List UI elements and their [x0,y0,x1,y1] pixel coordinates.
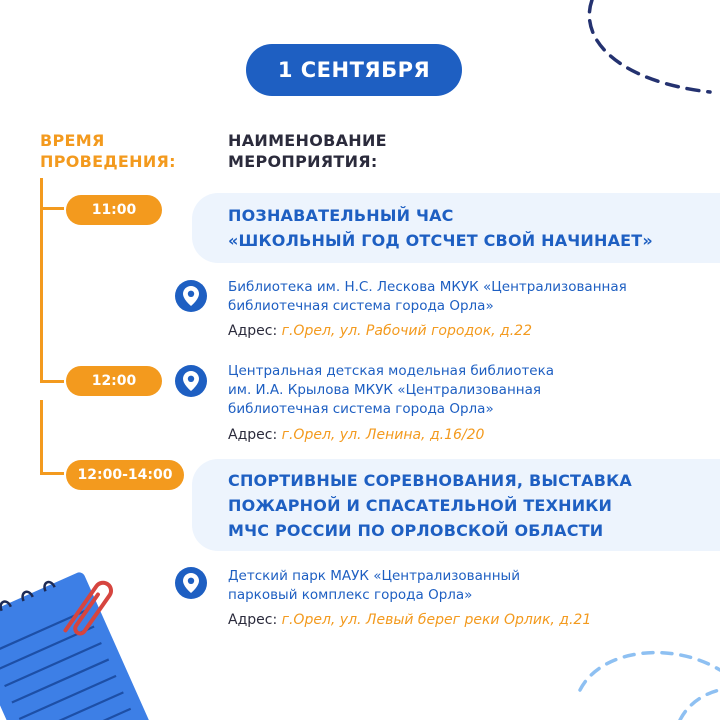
location-pin-icon [175,365,207,397]
venue-line2: парковый комплекс города Орла» [228,587,473,603]
event-title-1 [228,203,653,253]
location-pin-icon [175,280,207,312]
timeline-segment-2 [40,400,43,475]
address-value: г.Орел, ул. Рабочий городок, д.22 [281,323,532,339]
name-header-line2: МЕРОПРИЯТИЯ: [228,152,378,171]
time-header-line1: ВРЕМЯ [40,131,105,150]
time-pill-1200 [66,366,162,396]
date-pill [246,44,462,96]
address-label: Адрес: [228,612,278,628]
timeline-tick-2 [40,380,64,383]
time-label: 12:00 [91,373,137,389]
time-label: 12:00-14:00 [77,467,173,483]
time-pill-1100 [66,195,162,225]
location-pin-icon [175,567,207,599]
address-label: Адрес: [228,323,278,339]
dashed-curve-decoration [560,630,720,720]
address-value: г.Орел, ул. Левый берег реки Орлик, д.21 [281,612,592,628]
timeline-tick-3 [40,472,64,475]
date-label: 1 СЕНТЯБРЯ [277,58,431,82]
address-2 [228,426,484,445]
address-1 [228,322,532,341]
venue-line1: Центральная детская модельная библиотека [228,363,555,379]
event-title-line2: ПОЖАРНОЙ И СПАСАТЕЛЬНОЙ ТЕХНИКИ [228,496,613,515]
event-title-line3: МЧС РОССИИ ПО ОРЛОВСКОЙ ОБЛАСТИ [228,521,604,540]
paperclip-decoration [62,572,116,646]
event-title-line1: ПОЗНАВАТЕЛЬНЫЙ ЧАС [228,206,454,225]
venue-2 [228,362,554,419]
address-3 [228,611,591,630]
event-title-box-2 [192,459,720,551]
time-column-header [40,130,176,172]
venue-line2: библиотечная система города Орла» [228,298,494,314]
name-header-line1: НАИМЕНОВАНИЕ [228,131,387,150]
venue-line2: им. И.А. Крылова МКУК «Централизованная [228,382,541,398]
event-title-2 [228,468,632,543]
name-column-header [228,130,387,172]
timeline-tick-1 [40,207,64,210]
event-title-box-1 [192,193,720,263]
dashed-arc-decoration [560,0,720,110]
venue-line1: Детский парк МАУК «Централизованный [228,568,520,584]
address-value: г.Орел, ул. Ленина, д.16/20 [281,427,485,443]
venue-line1: Библиотека им. Н.С. Лескова МКУК «Централизованная [228,279,627,295]
time-header-line2: ПРОВЕДЕНИЯ: [40,152,176,171]
time-label: 11:00 [91,202,137,218]
time-pill-1200-1400 [66,460,184,490]
event-title-line2: «ШКОЛЬНЫЙ ГОД ОТСЧЕТ СВОЙ НАЧИНАЕТ» [228,231,653,250]
event-title-line1: СПОРТИВНЫЕ СОРЕВНОВАНИЯ, ВЫСТАВКА [228,471,633,490]
venue-line3: библиотечная система города Орла» [228,401,494,417]
venue-1 [228,278,627,316]
address-label: Адрес: [228,427,278,443]
venue-3 [228,567,520,605]
